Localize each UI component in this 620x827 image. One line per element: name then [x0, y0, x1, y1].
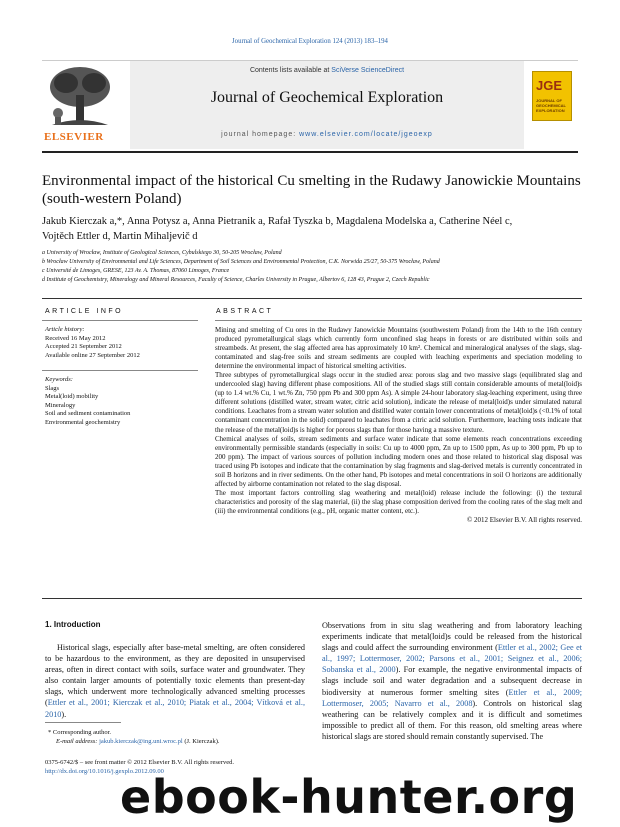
corresponding-author-note — [48, 728, 308, 737]
journal-name: Journal of Geochemical Exploration — [210, 89, 444, 106]
email-link[interactable]: jakub.kierczak@ing.uni.wroc.pl — [99, 738, 183, 745]
article-info-heading: ARTICLE INFO — [45, 308, 124, 315]
citation-link[interactable]: Ettler et al., 2002; Gee et al., 1997; Lottermoser, 2002; Parsons et al., 2001; Seignez et al., 2006; Sobanska et al., 2000 — [322, 643, 582, 675]
intro-paragraph: Historical slags, especially after base-metal smelting, are often considered to be hazardous to the environment, as they are deposited in unsupervised areas, often in direct contact with soils, surface water and groundwater. They also contain larger amounts of potentially toxic elements than present-day slags, which underwent more technologically advanced smelting processes (Ettler et al., 2001; Kierczak et al., 2010; Piatak et al., 2004; Vítková et al., 2010). — [45, 643, 305, 719]
authors-line-1: Jakub Kierczak a,*, Anna Potysz a, Anna Pietranik a, Rafał Tyszka b, Magdalena Modelska a, Catherine Néel c, — [42, 216, 513, 227]
homepage-prefix: journal homepage: — [221, 131, 300, 138]
abstract-heading: ABSTRACT — [216, 308, 274, 315]
issn-line: 0375-6742/$ – see front matter © 2012 Elsevier B.V. All rights reserved. — [45, 759, 234, 766]
authors-line-2: Vojtěch Ettler d, Martin Mihaljevič d — [42, 231, 198, 242]
intro-text: Observations from in situ slag weathering and from laboratory leaching experiments indicate that metal(loid)s could be released from the historical slags and could affect the surrounding environment ( — [322, 621, 582, 653]
journal-cover-thumbnail — [532, 71, 572, 121]
intro-text: ). For example, the negative environmental impacts of slags include soil and water degradation and a subsequent decrease in biodiversity at numerous former smelting sites ( — [322, 665, 582, 697]
header-panel — [130, 61, 524, 149]
author-list — [42, 214, 582, 244]
online-date: Available online 27 September 2012 — [45, 351, 140, 359]
homepage-line — [130, 131, 524, 138]
affiliations — [42, 249, 582, 285]
accepted-date: Accepted 21 September 2012 — [45, 343, 122, 351]
abstract-paragraph: Mining and smelting of Cu ores in the Rudawy Janowickie Mountains (southwestern Poland) from the 14th to the 16th century produced pyrometallurgical slags which currently form unconfined slag heaps in forests or are distributed within soils and streambeds. At present, the slag affected area has approximately 10 km². Chemical and mineralogical analyses of the slags, slag-contaminated and slag-free soils and stream sediments are coupled with leaching experiments and speciation modeling to determine the environmental impact of historical smelting activities. — [215, 326, 582, 371]
abstract-text — [215, 326, 582, 525]
affiliation-a: a University of Wrocław, Institute of Geological Sciences, Cybulskiego 30, 50-205 Wrocław, Poland — [42, 250, 282, 256]
header-divider — [42, 298, 582, 299]
email-line — [48, 737, 308, 746]
abstract-paragraph: Three subtypes of pyrometallurgical slags occur in the studied area: porous slag and two massive slags (equilibrated slag and undercooled slag) having different phase compositions. All of the studied slags still contain considerable amounts of metal(loid)s (up to 1.4 wt.% Cu, 1 wt.% Zn, 750 ppm Pb and 300 ppm As). A simple 24-hour laboratory slag-leaching experiment, using three different solutions (distilled water, stream water, citric acid solution), indicate the release of metal(loid)s under simulated natural conditions. Leachates from a stream water solution and distilled water contain lower concentrations of metal(loid)s (<0.1% of total contaminant concentration in the solid) compared to leachates from a citric acid solution. Furthermore, leaching tests indicate that the release of the metal(loid)s is higher for porous slags than for those having a massive texture. — [215, 371, 582, 434]
introduction-right-column — [322, 620, 582, 742]
email-label: E-mail address: — [56, 738, 98, 745]
affiliation-b: b Wrocław University of Environmental and Life Sciences, Department of Soil Sciences and Environmental Protection, C.K. Norwida 25/27, 50-375 Wrocław, Poland — [42, 259, 440, 265]
email-suffix: (J. Kierczak). — [184, 738, 220, 745]
keywords-block — [45, 376, 205, 428]
homepage-link[interactable]: www.elsevier.com/locate/jgeoexp — [299, 131, 433, 138]
introduction-heading: 1. Introduction — [45, 620, 101, 629]
cover-title: JOURNAL OF GEOCHEMICAL EXPLORATION — [536, 98, 566, 113]
abstract-paragraph: The most important factors controlling slag weathering and metal(loid) release include the following: (i) the textural characteristics and porosity of the slag material, (ii) the slag phase composition derived from the cooling rates of the slag melt and (iii) the environmental conditions (e.g., pH, organic matter content, etc.). — [215, 488, 582, 515]
article-history — [45, 326, 205, 360]
abstract-divider — [42, 598, 582, 599]
keyword-item: Slags — [45, 384, 60, 392]
citation-link[interactable]: Ettler et al., 2009; Lottermoser, 2005; Navarro et al., 2008 — [322, 687, 583, 708]
publisher-name: ELSEVIER — [44, 131, 104, 143]
affiliation-d: d Institute of Geochemistry, Mineralogy and Mineral Resources, Faculty of Science, Charles University in Prague, Albertov 6, 128 43, Prague 2, Czech Republic — [42, 277, 430, 283]
footnote-rule — [45, 722, 121, 723]
masthead — [42, 60, 578, 153]
affiliation-c: c Université de Limoges, GRESE, 123 Av. A. Thomas, 87060 Limoges, France — [42, 268, 230, 274]
received-date: Received 16 May 2012 — [45, 334, 106, 342]
history-label: Article history: — [45, 326, 85, 333]
copyright: © 2012 Elsevier B.V. All rights reserved. — [466, 515, 582, 524]
cover-logo: JGE — [536, 78, 563, 93]
footnote-marker: * — [48, 729, 52, 736]
keyword-item: Mineralogy — [45, 401, 76, 409]
introduction-left-column — [45, 642, 305, 720]
keyword-item: Soil and sediment contamination — [45, 410, 131, 418]
article-title: Environmental impact of the historical Cu smelting in the Rudawy Janowickie Mountains (south-western Poland) — [42, 173, 581, 207]
abstract-rule — [215, 320, 582, 321]
article-info-rule — [42, 320, 198, 321]
sciencedirect-link[interactable]: SciVerse ScienceDirect — [331, 67, 405, 74]
intro-text: ). Controls on historical slag weathering can be relatively complex and it is difficult and sometimes impossible to predict all of them. For this reason, old smelting areas where historical slags are stored should remain constantly supervised. The — [322, 698, 582, 741]
abstract-paragraph: Chemical analyses of soils, stream sediments and surface water indicate that some elements reach concentrations exceeding environmentally permissible standards (especially in soils: Cu up to 4000 ppm, Zn up to 1500 ppm, As up to 300 ppm, Pb up to 200 ppm). The impact of various sources of pollution including modern ones and those related to historical slag disposal was traced using Pb isotopes and indicate that the contamination by slag fragments and slag-derived metals is currently concentrated in soil B horizons and in river sediments. On the other hand, Pb isotopes and metal concentrations in soil O horizons are additionally affected by airborne contamination not related to the slag disposal. — [215, 434, 582, 488]
journal-reference[interactable]: Journal of Geochemical Exploration 124 (2013) 183–194 — [232, 38, 388, 45]
contents-line — [130, 67, 524, 74]
contents-prefix: Contents lists available at — [249, 67, 332, 74]
keywords-label: Keywords: — [45, 376, 73, 383]
footnote-text: Corresponding author. — [52, 729, 112, 736]
footnote-block — [48, 728, 308, 746]
keyword-item: Environmental geochemistry — [45, 418, 121, 426]
intro-paragraph-continued — [322, 620, 582, 742]
doi-link[interactable]: http://dx.doi.org/10.1016/j.gexplo.2012.09.00 — [45, 768, 164, 775]
keyword-item: Metal(loid) mobility — [45, 393, 99, 401]
intro-text: Historical slags, especially after base-metal smelting, are often considered to be hazardous to the environment, as they are deposited in unsupervised areas, often in direct contact with soils, surface water and groundwater. They also contain larger amounts of potentially toxic elements than present-day slags, which underwent more technologically advanced smelting processes ( — [45, 643, 305, 708]
tree-icon — [42, 65, 118, 129]
elsevier-tree-logo — [42, 65, 118, 145]
watermark: ebook-hunter.org — [120, 770, 578, 824]
citation-link[interactable]: Ettler et al., 2001; Kierczak et al., 2010; Piatak et al., 2004; Vítková et al., 2010 — [45, 698, 305, 719]
keywords-rule — [42, 370, 198, 371]
